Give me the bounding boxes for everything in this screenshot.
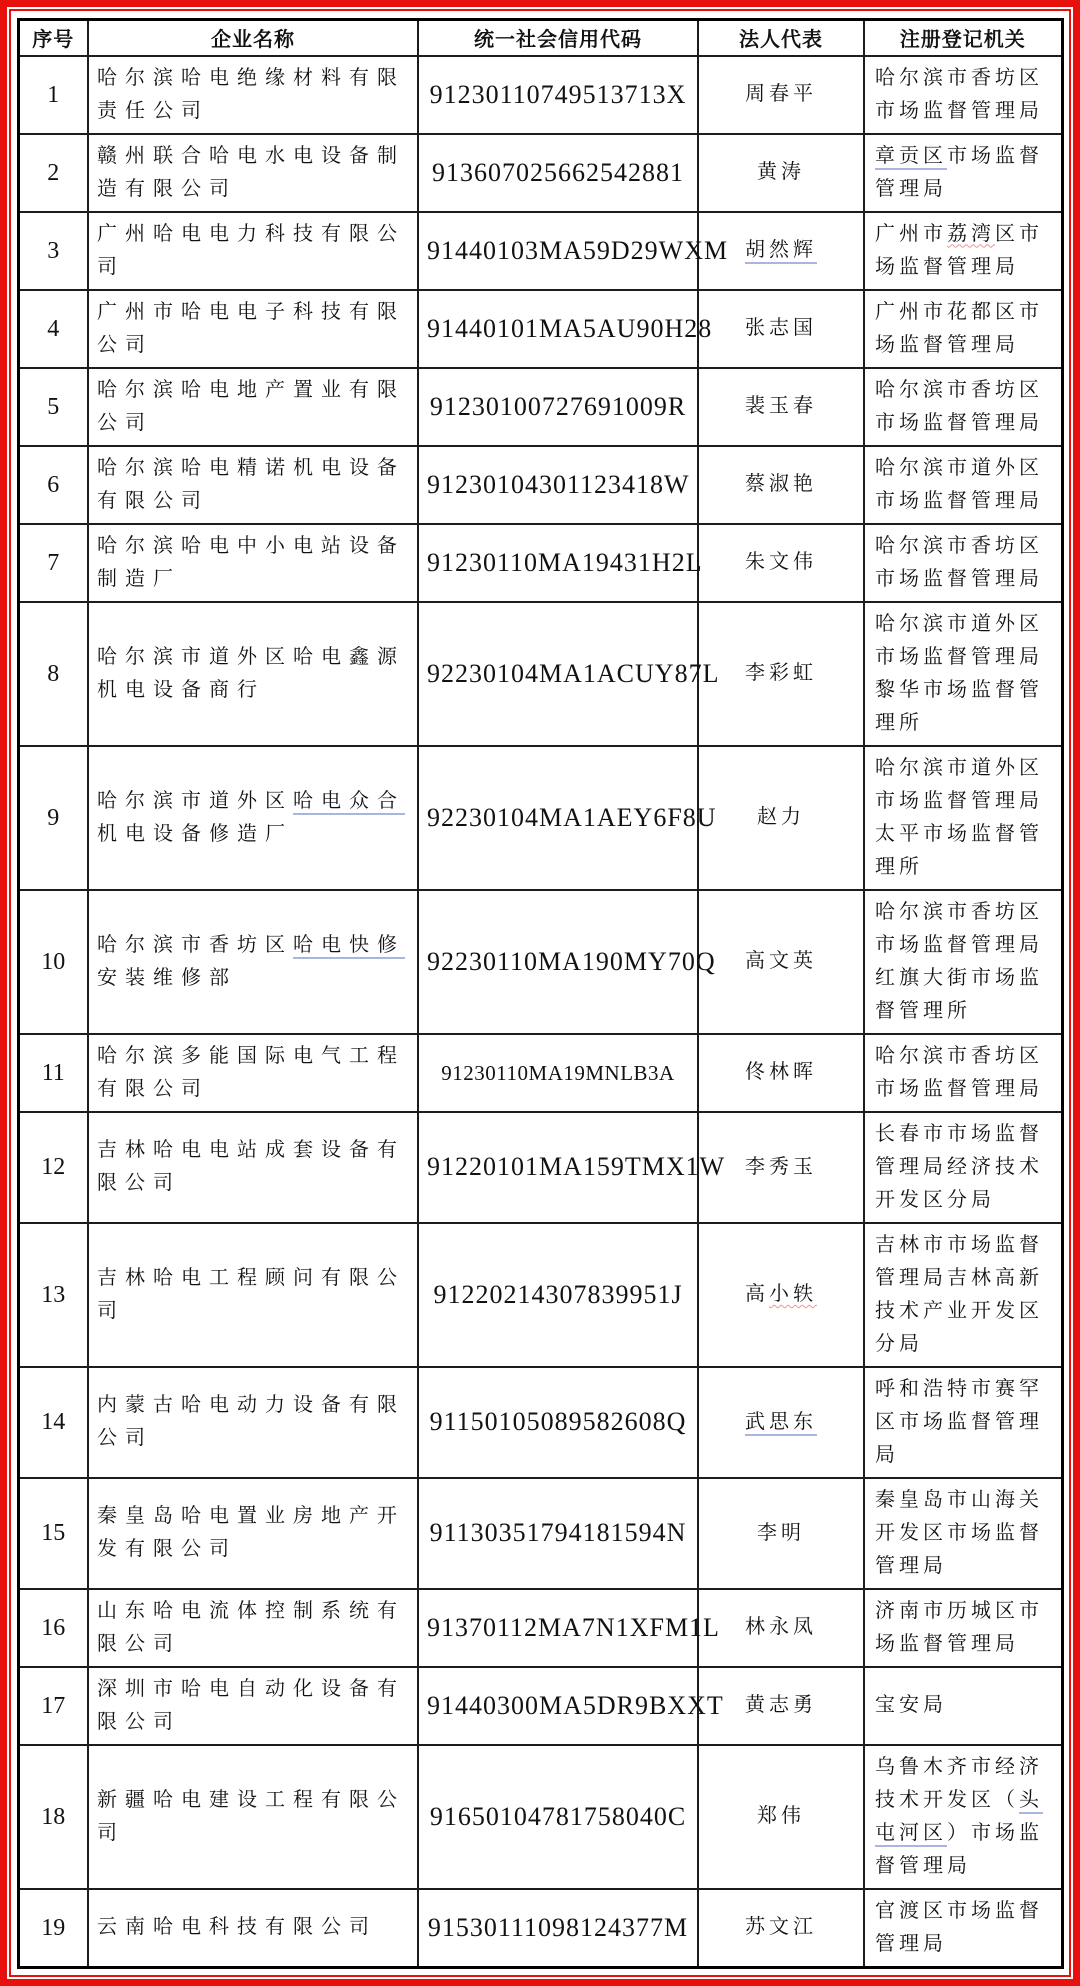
text-segment: 广州市 [875, 222, 947, 245]
text-segment: 哈尔滨市道外区市场监督管理局 [875, 456, 1043, 512]
header-row [18, 20, 1062, 56]
cell-legal-representative [698, 1367, 864, 1478]
cell-serial-number: 18 [18, 1745, 88, 1889]
underlined-text: 头屯河区 [875, 1789, 1043, 1847]
cell-legal-representative [698, 56, 864, 134]
cell-registration-authority [864, 602, 1062, 746]
text-segment: 苏文江 [745, 1916, 817, 1938]
cell-company-name [88, 446, 418, 524]
cell-company-name [88, 746, 418, 890]
cell-registration-authority [864, 1478, 1062, 1589]
header-registration-authority: 注册登记机关 [864, 20, 1062, 56]
table-row [18, 446, 1062, 524]
cell-company-name [88, 56, 418, 134]
cell-credit-code: 91370112MA7N1XFM1L [418, 1589, 698, 1667]
cell-company-name [88, 1112, 418, 1223]
cell-serial-number: 10 [18, 890, 88, 1034]
text-segment: 赣州联合哈电水电设备制造有限公司 [97, 144, 405, 200]
text-segment: 哈尔滨市道外区哈电鑫源机电设备商行 [97, 645, 405, 701]
text-segment: 秦皇岛哈电置业房地产开发有限公司 [97, 1505, 405, 1560]
text-segment: 吉林哈电工程顾问有限公司 [97, 1266, 405, 1322]
cell-credit-code: 92230110MA190MY70Q [418, 890, 698, 1034]
cell-credit-code: 91530111098124377M [418, 1889, 698, 1968]
cell-registration-authority [864, 1589, 1062, 1667]
cell-serial-number: 19 [18, 1889, 88, 1968]
cell-serial-number: 14 [18, 1367, 88, 1478]
cell-registration-authority [864, 746, 1062, 890]
cell-legal-representative [698, 134, 864, 212]
cell-credit-code: 91650104781758040C [418, 1745, 698, 1889]
cell-serial-number: 16 [18, 1589, 88, 1667]
cell-company-name [88, 602, 418, 746]
text-segment: 哈尔滨哈电精诺机电设备有限公司 [97, 456, 405, 512]
text-segment: 哈尔滨市香坊区市场监督管理局 [875, 66, 1043, 122]
cell-serial-number: 4 [18, 290, 88, 368]
cell-company-name [88, 524, 418, 602]
text-segment: 郑伟 [757, 1805, 805, 1827]
text-segment: 李秀玉 [745, 1155, 817, 1178]
text-segment: 高文英 [745, 950, 817, 972]
red-inner-frame [9, 9, 1071, 1977]
header-credit-code: 统一社会信用代码 [418, 20, 698, 56]
cell-credit-code: 92230104MA1ACUY87L [418, 602, 698, 746]
cell-credit-code: 91230110749513713X [418, 56, 698, 134]
cell-legal-representative [698, 1223, 864, 1367]
cell-legal-representative [698, 602, 864, 746]
text-segment: 济南市历城区市场监督管理局 [875, 1599, 1043, 1655]
cell-legal-representative [698, 290, 864, 368]
cell-company-name [88, 1034, 418, 1112]
text-segment: 广州市哈电电子科技有限公司 [97, 300, 405, 356]
text-segment: 山东哈电流体控制系统有限公司 [97, 1599, 405, 1655]
underlined-text: 胡然辉 [745, 239, 817, 264]
cell-credit-code: 91230100727691009R [418, 368, 698, 446]
text-segment: 哈尔滨市香坊区市场监督管理局 [875, 534, 1043, 590]
table-body [18, 56, 1062, 1968]
cell-legal-representative [698, 1478, 864, 1589]
cell-credit-code: 91230110MA19MNLB3A [418, 1034, 698, 1112]
cell-company-name [88, 1478, 418, 1589]
text-segment: 蔡淑艳 [745, 473, 817, 495]
cell-credit-code: 91230104301123418W [418, 446, 698, 524]
cell-registration-authority [864, 1745, 1062, 1889]
cell-registration-authority [864, 1367, 1062, 1478]
text-segment: 内蒙古哈电动力设备有限公司 [97, 1394, 405, 1449]
table-row [18, 56, 1062, 134]
cell-serial-number: 5 [18, 368, 88, 446]
cell-credit-code: 91220214307839951J [418, 1223, 698, 1367]
text-segment: 高 [745, 1283, 769, 1305]
text-segment: 宝安局 [875, 1694, 947, 1716]
table-row [18, 368, 1062, 446]
text-segment: 哈尔滨市香坊区市场监督管理局 [875, 378, 1043, 434]
table-row [18, 890, 1062, 1034]
cell-serial-number: 3 [18, 212, 88, 290]
cell-registration-authority [864, 890, 1062, 1034]
text-segment: 深圳市哈电自动化设备有限公司 [97, 1677, 405, 1733]
table-row [18, 134, 1062, 212]
cell-company-name [88, 1589, 418, 1667]
cell-registration-authority [864, 1223, 1062, 1367]
text-segment: 周春平 [745, 83, 817, 105]
cell-serial-number: 11 [18, 1034, 88, 1112]
table-row [18, 602, 1062, 746]
text-segment: 广州市花都区市场监督管理局 [875, 300, 1043, 356]
cell-registration-authority [864, 290, 1062, 368]
table-row [18, 1223, 1062, 1367]
cell-serial-number: 13 [18, 1223, 88, 1367]
cell-credit-code: 91440300MA5DR9BXXT [418, 1667, 698, 1745]
table-row [18, 1589, 1062, 1667]
text-segment: 朱文伟 [745, 551, 817, 573]
cell-company-name [88, 290, 418, 368]
cell-legal-representative [698, 746, 864, 890]
cell-legal-representative [698, 1889, 864, 1968]
cell-credit-code: 91230110MA19431H2L [418, 524, 698, 602]
cell-legal-representative [698, 890, 864, 1034]
cell-registration-authority [864, 368, 1062, 446]
cell-company-name [88, 1367, 418, 1478]
cell-registration-authority [864, 56, 1062, 134]
table-row [18, 1667, 1062, 1745]
cell-credit-code: 91150105089582608Q [418, 1367, 698, 1478]
text-segment: 哈尔滨市香坊区市场监督管理局 [875, 1044, 1043, 1100]
cell-legal-representative [698, 1745, 864, 1889]
text-segment: 黄志勇 [745, 1694, 817, 1716]
text-segment: 吉林哈电电站成套设备有限公司 [97, 1139, 405, 1194]
cell-legal-representative [698, 1589, 864, 1667]
cell-credit-code: 913607025662542881 [418, 134, 698, 212]
table-row [18, 1745, 1062, 1889]
text-segment: 李彩虹 [745, 662, 817, 684]
cell-serial-number: 15 [18, 1478, 88, 1589]
cell-company-name [88, 1889, 418, 1968]
table-row [18, 1478, 1062, 1589]
table-row [18, 746, 1062, 890]
text-segment: ）市场监督管理局 [875, 1821, 1043, 1877]
underlined-text: 小轶 [769, 1283, 817, 1305]
cell-registration-authority [864, 1667, 1062, 1745]
cell-company-name [88, 134, 418, 212]
cell-credit-code: 91130351794181594N [418, 1478, 698, 1589]
text-segment: 黄涛 [757, 161, 805, 183]
cell-serial-number: 2 [18, 134, 88, 212]
cell-credit-code: 92230104MA1AEY6F8U [418, 746, 698, 890]
text-segment: 哈尔滨市道外区市场监督管理局太平市场监督管理所 [875, 756, 1043, 878]
text-segment: 秦皇岛市山海关开发区市场监督管理局 [875, 1488, 1043, 1577]
cell-company-name [88, 368, 418, 446]
company-registry-table [17, 18, 1064, 1969]
table-row [18, 290, 1062, 368]
table-row [18, 212, 1062, 290]
table-row [18, 1889, 1062, 1968]
text-segment: 哈尔滨市道外区 [97, 789, 293, 812]
cell-credit-code: 91440101MA5AU90H28 [418, 290, 698, 368]
text-segment: 哈尔滨市香坊区市场监督管理局红旗大街市场监督管理所 [875, 900, 1043, 1022]
text-segment: 呼和浩特市赛罕区市场监督管理局 [875, 1377, 1043, 1466]
underlined-text: 哈电快修 [293, 934, 405, 959]
text-segment: 林永凤 [745, 1616, 817, 1638]
cell-credit-code: 91220101MA159TMX1W [418, 1112, 698, 1223]
cell-registration-authority [864, 134, 1062, 212]
text-segment: 区市场监督管理局 [875, 222, 1043, 278]
text-segment: 哈尔滨多能国际电气工程有限公司 [97, 1044, 405, 1100]
text-segment: 新疆哈电建设工程有限公司 [97, 1788, 405, 1844]
text-segment: 吉林市市场监督管理局吉林高新技术产业开发区分局 [875, 1233, 1043, 1355]
cell-company-name [88, 1745, 418, 1889]
cell-registration-authority [864, 524, 1062, 602]
cell-registration-authority [864, 446, 1062, 524]
cell-legal-representative [698, 368, 864, 446]
text-segment: 乌鲁木齐市经济技术开发区（ [875, 1755, 1043, 1811]
table-row [18, 1112, 1062, 1223]
cell-registration-authority [864, 1889, 1062, 1968]
text-segment: 哈尔滨哈电绝缘材料有限责任公司 [97, 66, 405, 122]
cell-company-name [88, 1667, 418, 1745]
cell-legal-representative [698, 1034, 864, 1112]
text-segment: 哈尔滨哈电地产置业有限公司 [97, 378, 405, 434]
cell-registration-authority [864, 212, 1062, 290]
cell-serial-number: 8 [18, 602, 88, 746]
cell-registration-authority [864, 1034, 1062, 1112]
cell-serial-number: 6 [18, 446, 88, 524]
cell-serial-number: 1 [18, 56, 88, 134]
cell-serial-number: 9 [18, 746, 88, 890]
text-segment: 张志国 [745, 317, 817, 339]
text-segment: 安装维修部 [97, 966, 237, 989]
text-segment: 哈尔滨市道外区市场监督管理局黎华市场监督管理所 [875, 612, 1043, 734]
header-serial-number: 序号 [18, 20, 88, 56]
text-segment: 市场监督管理局 [875, 144, 1043, 200]
text-segment: 赵力 [757, 806, 805, 828]
cell-legal-representative [698, 446, 864, 524]
text-segment: 李明 [757, 1521, 805, 1544]
cell-credit-code: 91440103MA59D29WXM [418, 212, 698, 290]
cell-company-name [88, 890, 418, 1034]
table-row [18, 1367, 1062, 1478]
header-legal-representative: 法人代表 [698, 20, 864, 56]
cell-legal-representative [698, 524, 864, 602]
cell-company-name [88, 1223, 418, 1367]
cell-serial-number: 12 [18, 1112, 88, 1223]
text-segment: 机电设备修造厂 [97, 822, 293, 845]
text-segment: 广州哈电电力科技有限公司 [97, 222, 405, 278]
cell-registration-authority [864, 1112, 1062, 1223]
header-company-name: 企业名称 [88, 20, 418, 56]
underlined-text: 章贡区 [875, 145, 947, 170]
underlined-text: 荔湾 [947, 222, 995, 245]
text-segment: 哈尔滨哈电中小电站设备制造厂 [97, 534, 405, 590]
cell-company-name [88, 212, 418, 290]
underlined-text: 哈电众合 [293, 790, 405, 815]
text-segment: 官渡区市场监督管理局 [875, 1899, 1043, 1955]
table-row [18, 524, 1062, 602]
text-segment: 哈尔滨市香坊区 [97, 933, 293, 956]
table-header [18, 20, 1062, 56]
table-row [18, 1034, 1062, 1112]
cell-serial-number: 17 [18, 1667, 88, 1745]
underlined-text: 武思东 [745, 1411, 817, 1436]
text-segment: 佟林晖 [745, 1061, 817, 1083]
cell-serial-number: 7 [18, 524, 88, 602]
text-segment: 裴玉春 [745, 395, 817, 417]
text-segment: 长春市市场监督管理局经济技术开发区分局 [875, 1122, 1043, 1211]
text-segment: 云南哈电科技有限公司 [97, 1916, 377, 1938]
